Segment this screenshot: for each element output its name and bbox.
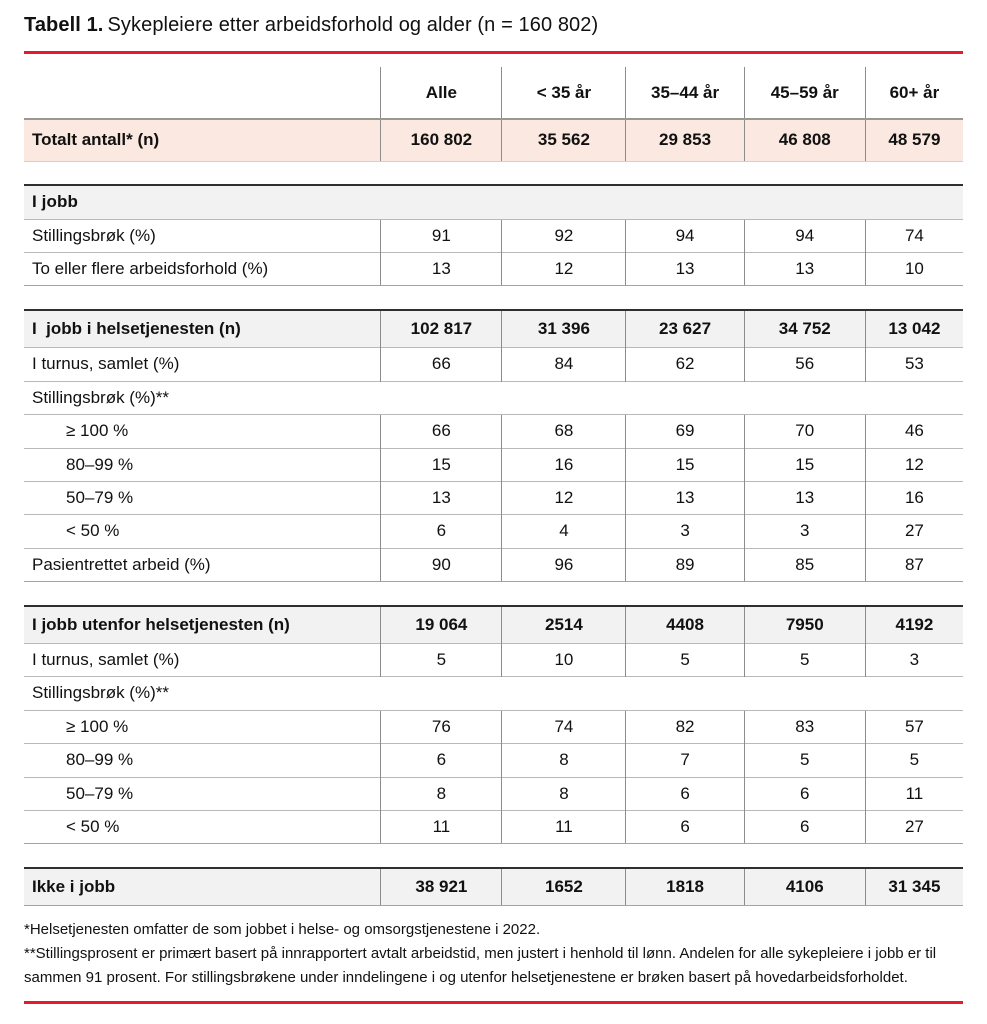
top-rule <box>24 51 963 54</box>
cell-value: 13 <box>381 253 502 286</box>
cell-value: 12 <box>502 481 626 514</box>
cell-value: 10 <box>502 643 626 676</box>
cell-value: 19 064 <box>381 606 502 644</box>
cell-value: 5 <box>381 643 502 676</box>
cell-value: 4106 <box>744 868 865 906</box>
cell-value: 8 <box>381 777 502 810</box>
cell-value: 83 <box>744 710 865 743</box>
table-row <box>24 777 963 810</box>
cell-value: 27 <box>865 515 963 548</box>
section-spacer-cell <box>24 286 963 310</box>
table-row <box>24 448 963 481</box>
section-spacer-cell <box>24 582 963 606</box>
cell-value: 15 <box>744 448 865 481</box>
row-label: 50–79 % <box>24 777 381 810</box>
cell-value: 69 <box>626 415 744 448</box>
row-label: 80–99 % <box>24 448 381 481</box>
cell-value: 68 <box>502 415 626 448</box>
cell-value: 160 802 <box>381 119 502 161</box>
cell-value: 5 <box>626 643 744 676</box>
cell-value: 8 <box>502 777 626 810</box>
cell-value: 94 <box>626 219 744 252</box>
cell-value: 3 <box>626 515 744 548</box>
column-header: 60+ år <box>865 67 963 119</box>
cell-value: 6 <box>626 777 744 810</box>
cell-value: 1818 <box>626 868 744 906</box>
cell-value: 13 <box>626 481 744 514</box>
footnotes <box>24 918 963 989</box>
table-number: Tabell 1. <box>24 14 104 36</box>
cell-value: 5 <box>865 744 963 777</box>
column-header: < 35 år <box>502 67 626 119</box>
cell-value: 6 <box>381 744 502 777</box>
cell-value: 102 817 <box>381 310 502 348</box>
cell-value: 3 <box>744 515 865 548</box>
table-title <box>24 14 963 37</box>
cell-value: 94 <box>744 219 865 252</box>
data-table <box>24 67 963 906</box>
cell-value: 12 <box>865 448 963 481</box>
cell-value: 84 <box>502 348 626 381</box>
table-row <box>24 253 963 286</box>
table-row <box>24 119 963 161</box>
table-row <box>24 67 963 119</box>
row-label: Ikke i jobb <box>24 868 381 906</box>
cell-value: 87 <box>865 548 963 581</box>
cell-value: 35 562 <box>502 119 626 161</box>
section-spacer-cell <box>24 844 963 868</box>
cell-value: 5 <box>744 643 865 676</box>
table-row <box>24 744 963 777</box>
cell-value: 11 <box>381 810 502 843</box>
section-spacer <box>24 286 963 310</box>
cell-value: 74 <box>865 219 963 252</box>
row-label: I turnus, samlet (%) <box>24 348 381 381</box>
cell-value: 85 <box>744 548 865 581</box>
cell-value: 4192 <box>865 606 963 644</box>
cell-value: 7 <box>626 744 744 777</box>
cell-value: 38 921 <box>381 868 502 906</box>
row-label: ≥ 100 % <box>24 710 381 743</box>
cell-value: 96 <box>502 548 626 581</box>
row-label: I turnus, samlet (%) <box>24 643 381 676</box>
table-row <box>24 219 963 252</box>
table-row <box>24 710 963 743</box>
cell-value: 7950 <box>744 606 865 644</box>
cell-value: 46 808 <box>744 119 865 161</box>
column-header: 35–44 år <box>626 67 744 119</box>
subheading-label: Stillingsbrøk (%)** <box>24 677 963 710</box>
row-label: < 50 % <box>24 515 381 548</box>
table-row <box>24 415 963 448</box>
cell-value: 23 627 <box>626 310 744 348</box>
table-row <box>24 643 963 676</box>
table-row <box>24 381 963 414</box>
cell-value: 8 <box>502 744 626 777</box>
table-row <box>24 348 963 381</box>
section-spacer <box>24 582 963 606</box>
cell-value: 3 <box>865 643 963 676</box>
cell-value: 12 <box>502 253 626 286</box>
table-row <box>24 515 963 548</box>
cell-value: 11 <box>865 777 963 810</box>
cell-value: 34 752 <box>744 310 865 348</box>
cell-value: 66 <box>381 415 502 448</box>
subheading-label: Stillingsbrøk (%)** <box>24 381 963 414</box>
footnote: **Stillingsprosent er primært basert på innrapportert avtalt arbeidstid, men justert i henhold til lønn. Andelen for alle sykepleiere i jobb er til sammen 91 prosent. For stillingsbrøkene under inndelingene i og utenfor helsetjenestene er brøken basert på hovedarbeidsforholdet. <box>24 945 937 986</box>
section-spacer <box>24 161 963 185</box>
row-label: I jobb utenfor helsetjenesten (n) <box>24 606 381 644</box>
cell-value: 29 853 <box>626 119 744 161</box>
column-header: Alle <box>381 67 502 119</box>
section-title-label: I jobb <box>24 185 963 219</box>
row-label: 80–99 % <box>24 744 381 777</box>
cell-value: 2514 <box>502 606 626 644</box>
bottom-rule <box>24 1001 963 1004</box>
cell-value: 16 <box>865 481 963 514</box>
cell-value: 91 <box>381 219 502 252</box>
table-row <box>24 185 963 219</box>
table-row <box>24 677 963 710</box>
cell-value: 31 396 <box>502 310 626 348</box>
cell-value: 56 <box>744 348 865 381</box>
row-label: Pasientrettet arbeid (%) <box>24 548 381 581</box>
cell-value: 53 <box>865 348 963 381</box>
cell-value: 57 <box>865 710 963 743</box>
table-row <box>24 606 963 644</box>
cell-value: 6 <box>381 515 502 548</box>
table-caption: Sykepleiere etter arbeidsforhold og alder (n = 160 802) <box>107 14 599 36</box>
table-row <box>24 310 963 348</box>
cell-value: 10 <box>865 253 963 286</box>
row-label: Totalt antall* (n) <box>24 119 381 161</box>
row-label: To eller flere arbeidsforhold (%) <box>24 253 381 286</box>
cell-value: 13 <box>381 481 502 514</box>
column-header: 45–59 år <box>744 67 865 119</box>
cell-value: 48 579 <box>865 119 963 161</box>
section-spacer-cell <box>24 161 963 185</box>
table-body <box>24 67 963 906</box>
cell-value: 1652 <box>502 868 626 906</box>
cell-value: 89 <box>626 548 744 581</box>
cell-value: 31 345 <box>865 868 963 906</box>
cell-value: 66 <box>381 348 502 381</box>
table-row <box>24 810 963 843</box>
cell-value: 5 <box>744 744 865 777</box>
cell-value: 11 <box>502 810 626 843</box>
table-row <box>24 548 963 581</box>
cell-value: 6 <box>744 810 865 843</box>
cell-value: 90 <box>381 548 502 581</box>
row-label: 50–79 % <box>24 481 381 514</box>
cell-value: 13 <box>744 253 865 286</box>
cell-value: 13 042 <box>865 310 963 348</box>
cell-value: 62 <box>626 348 744 381</box>
cell-value: 15 <box>626 448 744 481</box>
cell-value: 13 <box>626 253 744 286</box>
cell-value: 15 <box>381 448 502 481</box>
section-spacer <box>24 844 963 868</box>
cell-value: 6 <box>744 777 865 810</box>
cell-value: 27 <box>865 810 963 843</box>
row-label: I jobb i helsetjenesten (n) <box>24 310 381 348</box>
cell-value: 70 <box>744 415 865 448</box>
row-label: Stillingsbrøk (%) <box>24 219 381 252</box>
footnote: *Helsetjenesten omfatter de som jobbet i helse- og omsorgstjenestene i 2022. <box>24 921 541 939</box>
cell-value: 46 <box>865 415 963 448</box>
row-label <box>24 67 381 119</box>
cell-value: 4408 <box>626 606 744 644</box>
cell-value: 16 <box>502 448 626 481</box>
row-label: ≥ 100 % <box>24 415 381 448</box>
cell-value: 13 <box>744 481 865 514</box>
cell-value: 92 <box>502 219 626 252</box>
cell-value: 82 <box>626 710 744 743</box>
table-row <box>24 481 963 514</box>
cell-value: 4 <box>502 515 626 548</box>
cell-value: 6 <box>626 810 744 843</box>
table-row <box>24 868 963 906</box>
row-label: < 50 % <box>24 810 381 843</box>
cell-value: 76 <box>381 710 502 743</box>
cell-value: 74 <box>502 710 626 743</box>
